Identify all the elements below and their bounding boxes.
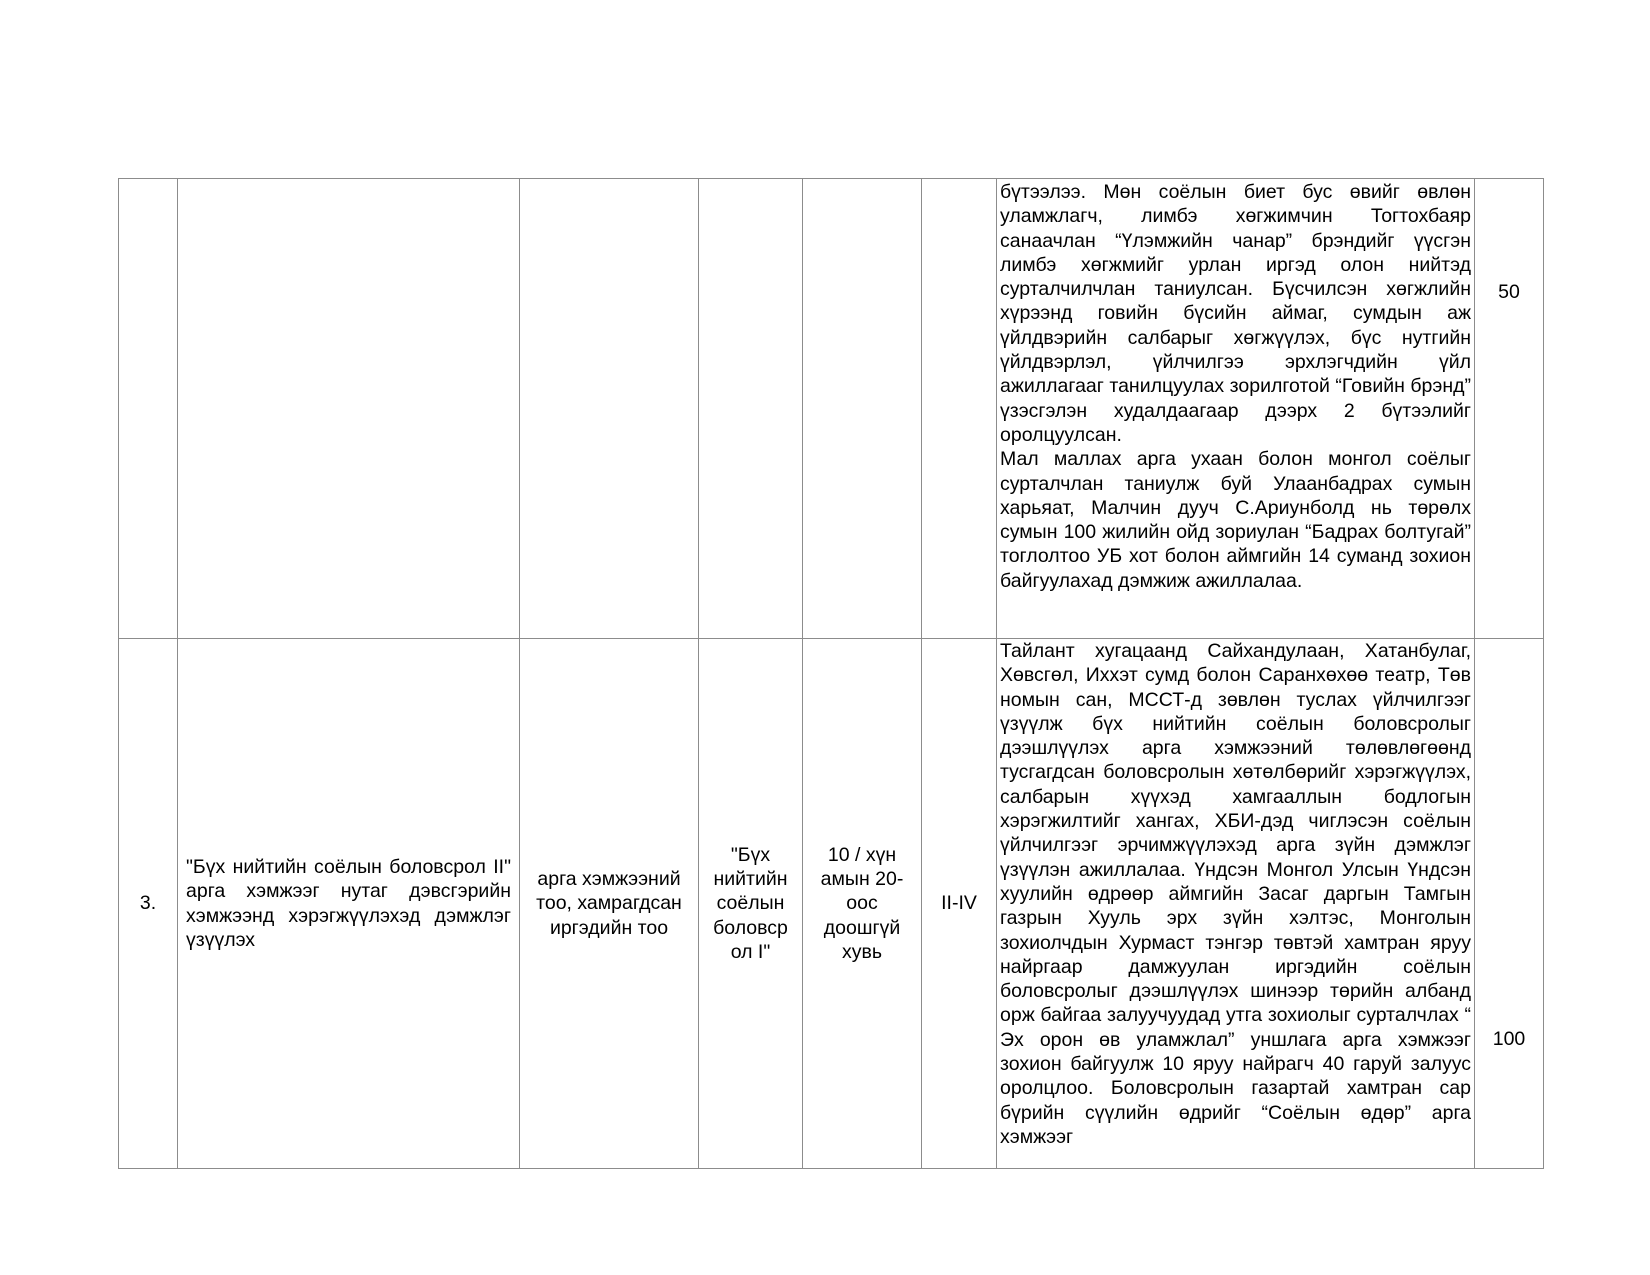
activity-text: "Бүх нийтийн соёлын боловсрол II" арга хэмжээг нутаг дэвсгэрийн хэмжээнд хэрэгжүүлэхэд дэмжлэг үзүүлэх [186,855,511,951]
period-cell: II-IV [922,639,997,1169]
period-cell [922,179,997,639]
row-number-cell [119,179,178,639]
score-cell: 100 [1475,639,1544,1169]
target-cell [803,179,922,639]
program-cell [699,179,803,639]
table-row [119,639,1544,1169]
score-cell: 50 [1475,179,1544,639]
table-row [119,179,1544,639]
report-paragraph: Мал маллах арга ухаан болон монгол соёлыг сурталчлан таниулж буй Улаанбадрах сумын харьяат, Малчин дууч С.Ариунболд нь төрөлх сумын 100 жилийн ойд зориулан “Бадрах болтугай” тоглолтоо УБ хот болон аймгийн 14 суманд зохион байгуулахад дэмжиж ажиллалаа. [1000,448,1471,592]
row-number-cell: 3. [119,639,178,1169]
activity-cell [178,179,520,639]
indicator-cell [520,179,699,639]
report-cell [997,639,1475,1169]
target-cell: 10 / хүн амын 20-оос доошгүй хувь [803,639,922,1169]
report-table [118,178,1544,1169]
report-cell [997,179,1475,639]
report-paragraph: Тайлант хугацаанд Сайхандулаан, Хатанбулаг, Хөвсгөл, Иххэт сумд болон Саранхөхөө театр, Төв номын сан, МССТ-д зөвлөн туслах үйлчилгээг үзүүлж бүх нийтийн соёлын боловсролыг дээшлүүлэх арга хэмжээний төлөвлөгөөнд тусгагдсан боловсролын хөтөлбөрийг хэрэгжүүлэх, салбарын хүүхэд хамгааллын бодлогын хэрэгжилтийг хангах, ХБИ-дэд чиглэсэн соёлын үйлчилгээг эрчимжүүлэхэд арга зүйн дэмжлэг үзүүлэн ажиллалаа. Үндсэн Монгол Улсын Үндсэн хуулийн өдрөөр аймгийн Засаг даргын Тамгын газрын Хууль эрх зүйн хэлтэс, Монголын зохиолчдын Хурмаст тэнгэр төвтэй хамтран яруу найргаар дамжуулан иргэдийн соёлын боловсролыг дээшлүүлэх шинээр төрийн албанд орж байгаа залуучуудад утга зохиолыг сурталчлах “ Эх орон өв уламжлал” уншлага арга хэмжээг зохион байгуулж 10 яруу найрагч 40 гаруй залуус оролцлоо. Боловсролын газартай хамтран сар бүрийн сүүлийн өдрийг “Соёлын өдөр” арга хэмжээг [1000,640,1471,1148]
program-cell: "Бүх нийтийн соёлын боловср ол I" [699,639,803,1169]
indicator-cell: арга хэмжээний тоо, хамрагдсан иргэдийн тоо [520,639,699,1169]
report-paragraph: бүтээлээ. Мөн соёлын биет бус өвийг өвлөн уламжлагч, лимбэ хөгжимчин Тогтохбаяр санаачлан “Үлэмжийн чанар” брэндийг үүсгэн лимбэ хөгжмийг урлан иргэд олон нийтэд сурталчилчлан таниулсан. Бүсчилсэн хөгжлийн хүрээнд говийн бүсийн аймаг, сумдын аж үйлдвэрийн салбарыг хөгжүүлэх, бүс нутгийн үйлдвэрлэл, үйлчилгээ эрхлэгчдийн үйл ажиллагааг танилцуулах зорилготой “Говийн брэнд” үзэсгэлэн худалдаагаар дээрх 2 бүтээлийг оролцуулсан. [1000,181,1471,446]
activity-cell [178,639,520,1169]
